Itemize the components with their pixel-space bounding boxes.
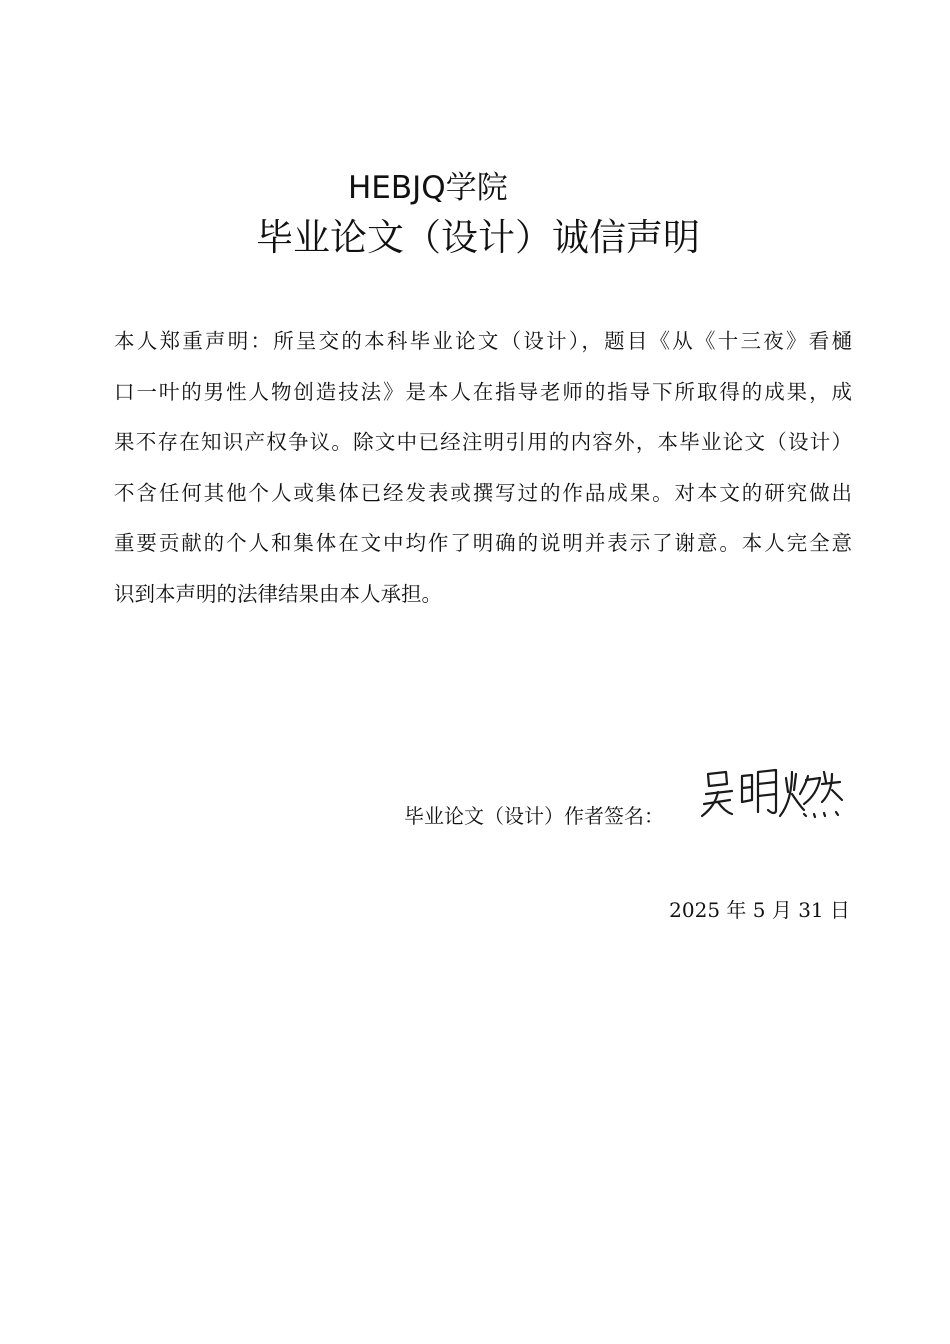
declaration-line: 重要贡献的个人和集体在文中均作了明确的说明并表示了谢意。本人完全意 — [114, 531, 852, 555]
handwritten-signature — [696, 762, 856, 824]
page-title: 毕业论文（设计）诚信声明 — [256, 216, 700, 259]
signing-date: 2025 年 5 月 31 日 — [669, 898, 850, 922]
institution-title: HEBJQ学院 — [348, 170, 508, 206]
declaration-line: 不含任何其他个人或集体已经发表或撰写过的作品成果。对本文的研究做出 — [114, 480, 852, 505]
declaration-body — [114, 316, 852, 619]
declaration-line: 果不存在知识产权争议。除文中已经注明引用的内容外，本毕业论文（设计） — [114, 430, 852, 454]
declaration-line: 识到本声明的法律结果由本人承担。 — [114, 581, 442, 606]
declaration-line: 本人郑重声明：所呈交的本科毕业论文（设计），题目《从《十三夜》看樋 — [114, 329, 852, 353]
declaration-line: 口一叶的男性人物创造技法》是本人在指导老师的指导下所取得的成果，成 — [114, 379, 852, 404]
signature-label: 毕业论文（设计）作者签名： — [404, 804, 664, 828]
